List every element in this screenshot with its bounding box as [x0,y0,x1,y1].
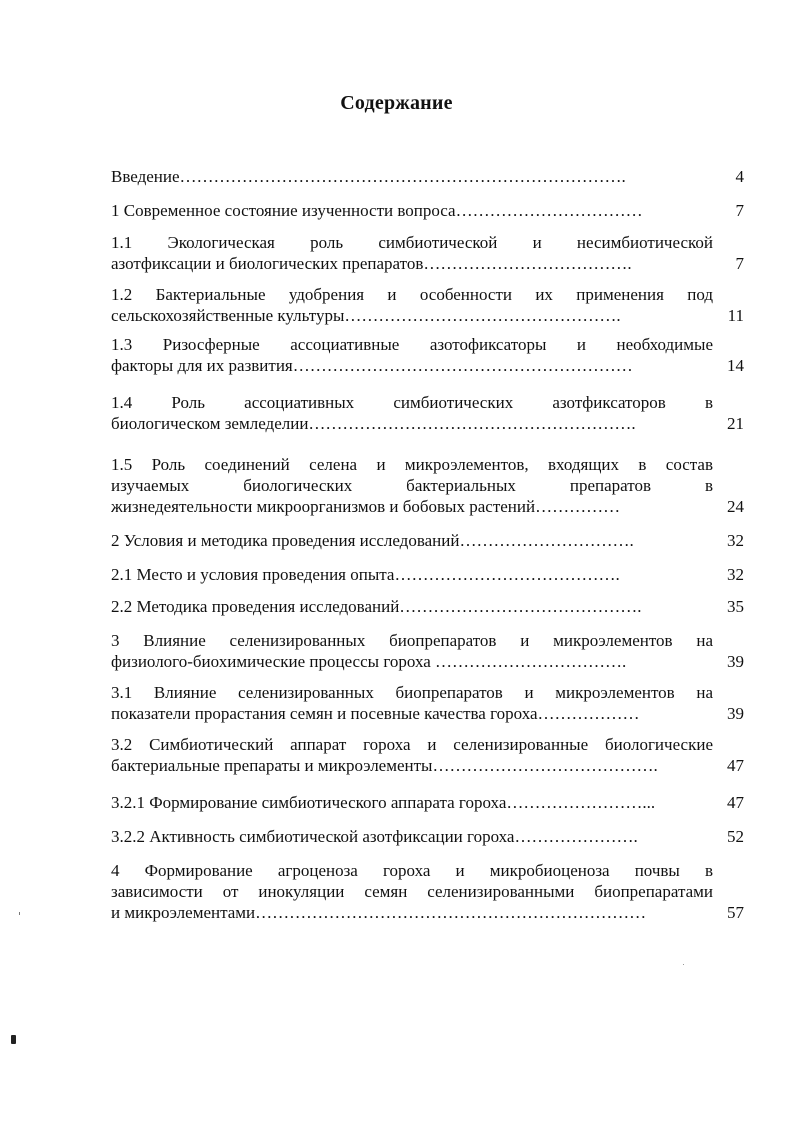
toc-entry [111,682,744,724]
toc-entry-page: 4 [735,167,744,186]
toc-entry [111,454,744,517]
toc-entry-text: 2.1 Место и условия проведения опыта…………………………………. [111,565,620,584]
toc-entry-text: 3.2.2 Активность симбиотической азотфиксации гороха…………………. [111,827,638,846]
toc-entry-text: 1.5 Роль соединений селена и микроэлементов, входящих в состав [111,455,713,474]
toc-entry-text: 3 Влияние селенизированных биопрепаратов и микроэлементов на [111,631,713,650]
toc-entry-text: 1.2 Бактериальные удобрения и особенности их применения под [111,285,713,304]
toc-entry-text: показатели прорастания семян и посевные качества гороха……………… [111,704,640,723]
toc-entry [111,200,744,221]
toc-entry-page: 32 [727,531,744,550]
toc-entry-page: 11 [727,306,744,325]
toc-entry [111,564,744,585]
toc-entry-page: 7 [735,254,744,273]
toc-entry-text: жизнедеятельности микроорганизмов и бобовых растений…………… [111,497,621,516]
toc-entry-text: 2 Условия и методика проведения исследований…………………………. [111,531,634,550]
toc-entry-page: 21 [727,414,744,433]
toc-entry [111,334,744,376]
toc-entry-page: 57 [727,903,744,922]
toc-entry-text: 4 Формирование агроценоза гороха и микробиоценоза почвы в [111,861,713,880]
scan-mark [11,1035,16,1044]
toc-entry [111,792,744,813]
toc-entry [111,166,744,187]
toc-entry-text: 3.2 Симбиотический аппарат гороха и селенизированные биологические [111,735,713,754]
toc-entry-page: 52 [727,827,744,846]
toc-entry-text: изучаемых биологических бактериальных препаратов в [111,476,713,495]
toc-entry [111,630,744,672]
toc-entry-text: бактериальные препараты и микроэлементы…………………………………. [111,756,658,775]
toc-entry [111,596,744,617]
toc-entry-page: 47 [727,793,744,812]
toc-entry-text: физиолого-биохимические процессы гороха ……………………………. [111,652,627,671]
scan-mark [683,964,684,965]
toc-entry-page: 35 [727,597,744,616]
toc-entry-text: азотфиксации и биологических препаратов………………………………. [111,254,632,273]
toc-entry-text: факторы для их развития…………………………………………………… [111,356,633,375]
toc-entry-page: 39 [727,652,744,671]
toc-entry-text: 1.1 Экологическая роль симбиотической и несимбиотической [111,233,713,252]
toc-entry-text: 2.2 Методика проведения исследований……………………………………. [111,597,642,616]
toc-entry-text: Введение……………………………………………………………………. [111,167,626,186]
scan-mark [19,912,20,915]
toc-entry [111,284,744,326]
toc-entry [111,734,744,776]
toc-entry [111,826,744,847]
toc-entry-page: 24 [727,497,744,516]
toc-entry-text: 1.4 Роль ассоциативных симбиотических азотфиксаторов в [111,393,713,412]
toc-entry-text: 1 Современное состояние изученности вопроса…………………………… [111,201,643,220]
toc-entry-page: 47 [727,756,744,775]
toc-entry-text: 1.3 Ризосферные ассоциативные азотофиксаторы и необходимые [111,335,713,354]
toc-entry [111,392,744,434]
toc-entry-page: 39 [727,704,744,723]
toc-entry [111,530,744,551]
toc-entry-page: 32 [727,565,744,584]
toc-entry-page: 7 [735,201,744,220]
toc-entry-text: зависимости от инокуляции семян селенизированными биопрепаратами [111,882,713,901]
toc-entry-text: биологическом земледелии…………………………………………………. [111,414,636,433]
toc-entry [111,232,744,274]
toc-entry-text: 3.1 Влияние селенизированных биопрепаратов и микроэлементов на [111,683,713,702]
toc-entry-page: 14 [727,356,744,375]
toc-entry-text: сельскохозяйственные культуры…………………………………………. [111,306,621,325]
toc-entry-text: и микроэлементами…………………………………………………………… [111,903,647,922]
toc-entry-text: 3.2.1 Формирование симбиотического аппарата гороха……………………... [111,793,656,812]
toc-entry [111,860,744,923]
page-title: Содержание [340,92,453,114]
